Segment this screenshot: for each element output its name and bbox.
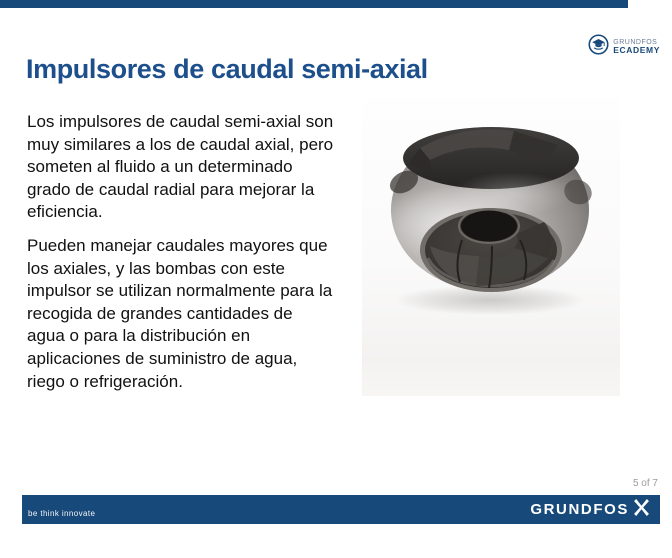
top-accent-bar (0, 0, 628, 8)
paragraph-1: Los impulsores de caudal semi-axial son muy similares a los de caudal axial, pero someten al fluido a un determinado grado de caudal radial para mejorar la eficiencia. (27, 112, 334, 222)
grundfos-ecademy-logo (588, 34, 660, 60)
footer-bar (22, 495, 660, 524)
graduation-cap-icon (588, 34, 609, 60)
impeller-illustration (362, 98, 620, 396)
ecademy-logo-brand: GRUNDFOS (613, 38, 658, 46)
page-indicator: 5 of 7 (632, 478, 658, 489)
ecademy-logo-text (613, 39, 660, 55)
semi-axial-impeller-photo (362, 98, 620, 396)
body-text-block (27, 111, 335, 404)
footer-tagline: be think innovate (28, 509, 96, 518)
grundfos-x-icon (633, 499, 650, 521)
grundfos-logo-text: GRUNDFOS (530, 501, 629, 518)
grundfos-logo (530, 499, 650, 521)
ecademy-logo-sub: ECADEMY (613, 45, 660, 56)
slide-title: Impulsores de caudal semi-axial (26, 54, 428, 84)
paragraph-2: Pueden manejar caudales mayores que los axiales, y las bombas con este impulsor se utilizan normalmente para la recogida de grandes cantidades de agua o para la distribución en aplicaciones de suministro de agua, riego o refrigeración. (27, 236, 333, 391)
